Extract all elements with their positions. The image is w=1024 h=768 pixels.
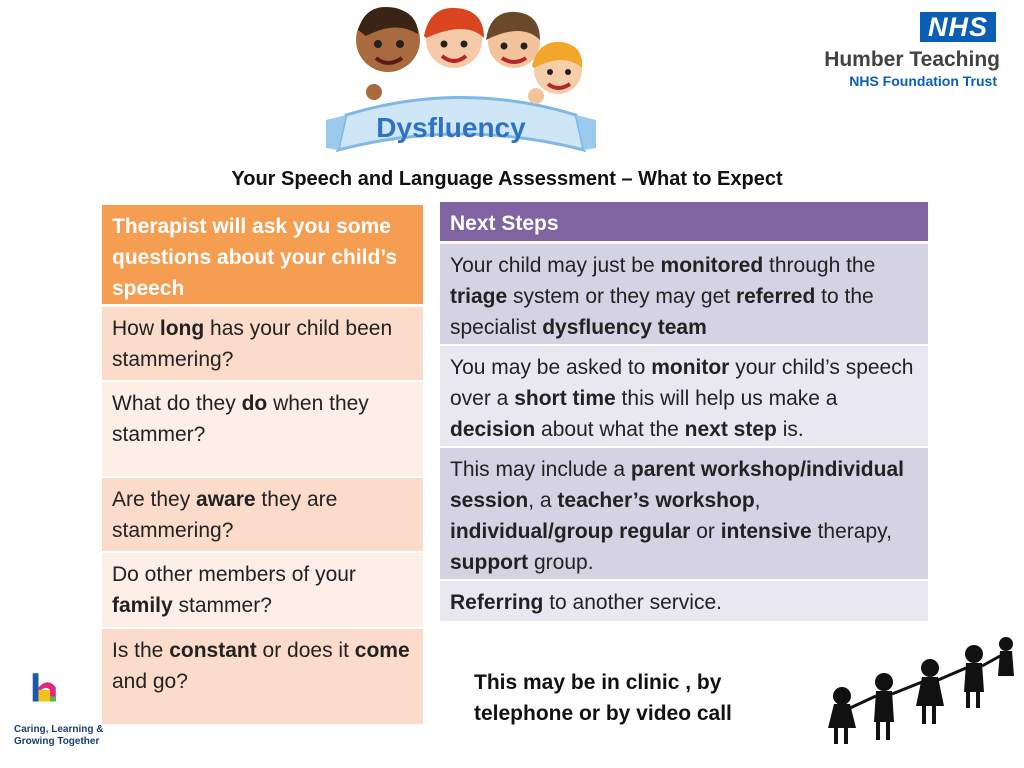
organisation-name: Humber Teaching — [824, 48, 1000, 71]
step-keyword: parent workshop/individual session — [450, 458, 904, 512]
question-text: or does it — [256, 639, 355, 662]
question-text: when they stammer? — [112, 392, 369, 446]
question-text: What do they — [112, 392, 242, 415]
step-keyword: monitor — [651, 356, 730, 379]
question-constant — [102, 629, 423, 724]
step-text: This may include a — [450, 458, 631, 481]
step-keyword: next step — [684, 418, 777, 441]
next-step-monitored — [440, 244, 928, 344]
question-family — [102, 553, 423, 627]
question-text: How — [112, 317, 160, 340]
step-keyword: referred — [735, 285, 816, 308]
question-keyword: come — [354, 639, 410, 662]
step-text: , — [754, 489, 761, 512]
appointment-note: This may be in clinic , by telephone or by video call — [474, 671, 732, 725]
step-text: or — [690, 520, 721, 543]
trust-name: NHS Foundation Trust — [849, 73, 997, 89]
left-column-header: Therapist will ask you some questions about your child’s speech — [102, 205, 423, 304]
next-step-workshops — [440, 448, 928, 579]
next-steps-header: Next Steps — [440, 202, 928, 241]
question-text: has your child been stammering? — [112, 317, 393, 371]
step-text: your child’s speech over a — [450, 356, 914, 410]
question-how-long — [102, 307, 423, 380]
step-text: this will help us make a — [615, 387, 838, 410]
step-keyword: short time — [514, 387, 616, 410]
step-text: is. — [776, 418, 804, 441]
page-subtitle: Your Speech and Language Assessment – What to Expect — [231, 168, 783, 190]
step-keyword: monitored — [660, 254, 764, 277]
step-keyword: support — [450, 551, 529, 574]
step-text: You may be asked to — [450, 356, 652, 379]
step-keyword: decision — [450, 418, 536, 441]
step-keyword: Referring — [450, 591, 544, 614]
step-text: about what the — [535, 418, 685, 441]
step-text: through the — [763, 254, 876, 277]
footer-logo-text: Caring, Learning & Growing Together — [14, 724, 104, 747]
step-keyword: dysfluency team — [542, 316, 707, 339]
question-text: Do other members of your — [112, 563, 356, 586]
question-text: Is the — [112, 639, 170, 662]
step-text: group. — [528, 551, 594, 574]
children-silhouette-icon — [822, 636, 1018, 748]
step-keyword: intensive — [720, 520, 812, 543]
question-what-do-they-do — [102, 382, 423, 476]
dysfluency-banner-illustration — [326, 0, 596, 172]
step-text: system or they may get — [507, 285, 736, 308]
step-text: to another service. — [543, 591, 722, 614]
step-text: to the specialist — [450, 285, 874, 339]
step-keyword: teacher’s workshop — [557, 489, 755, 512]
caring-learning-logo-icon — [14, 672, 104, 722]
question-keyword: aware — [196, 488, 256, 511]
step-keyword: triage — [450, 285, 508, 308]
step-text: therapy, — [811, 520, 892, 543]
step-keyword: individual/group regular — [450, 520, 691, 543]
question-keyword: constant — [169, 639, 257, 662]
question-text: stammer? — [172, 594, 272, 617]
question-text: and go? — [112, 670, 188, 693]
question-text: they are stammering? — [112, 488, 338, 542]
question-keyword: do — [241, 392, 268, 415]
question-keyword: long — [159, 317, 205, 340]
step-text: Your child may just be — [450, 254, 661, 277]
question-keyword: family — [112, 594, 173, 617]
step-text: , a — [528, 489, 558, 512]
banner-title: Dysfluency — [376, 112, 526, 143]
next-step-referring — [440, 581, 928, 621]
question-aware — [102, 478, 423, 551]
next-step-monitor-speech — [440, 346, 928, 446]
question-text: Are they — [112, 488, 197, 511]
nhs-logo-badge: NHS — [920, 12, 996, 42]
